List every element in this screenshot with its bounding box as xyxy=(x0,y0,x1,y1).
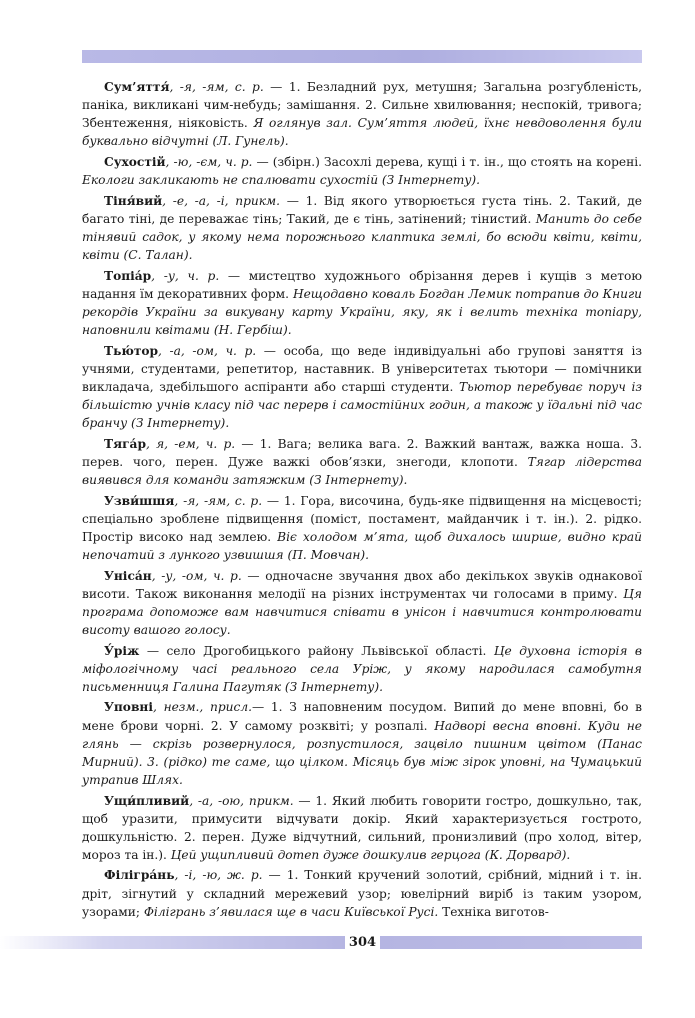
entry-headword: Сухостій xyxy=(104,154,166,169)
entry-grammar: , -я, -ям, с. р. — xyxy=(174,493,284,508)
entry-grammar: , -я, -ям, с. р. — xyxy=(169,80,289,94)
entry-example-quote: Цей ущипливий дотеп дуже дошкулив герцога (К. Дорвард). xyxy=(170,847,571,862)
dictionary-entry xyxy=(82,342,642,432)
entry-headword: Топіа́р xyxy=(104,268,152,283)
entry-headword: Тью́тор xyxy=(104,343,159,358)
dictionary-entry xyxy=(82,267,642,339)
entry-grammar: , -е, -а, -і, прикм. — xyxy=(162,193,306,208)
entry-definition: 1. З наповненим посудом. Випий до мене вповні, бо в мене брови чорні. 2. У самому розквіті; у розпалі. xyxy=(82,700,642,733)
entry-definition: 1. Гора, височина, будь-яке підвищення на місцевості; спеціально зроблене підвищення (поміст, постамент, майданчик і т. ін.). 2. рідко. Простір високо над землею. xyxy=(82,493,642,544)
entry-headword: Ущи́пливий xyxy=(104,793,190,808)
dictionary-entry xyxy=(82,435,642,489)
entry-definition: одночасне звучання двох або декількох звуків однакової висоти. Також виконання мелодії на різних інструментах чи голосами в приму. xyxy=(82,568,643,601)
entry-example-quote: Надворі весна вповні. Куди не глянь — скрізь розвернулося, розпустилося, зацвіло пишним цвітом (Панас Мирний). 3. (рідко) те саме, що цілком. Місяць був між зірок уповні, на Чумацький утрапив Шлях. xyxy=(82,718,642,787)
entry-definition: 1. Від якого утворюється густа тінь. 2. Такий, де багато тіні, де переважає тінь; Такий, де є тінь, затінений; тінистий. xyxy=(82,193,642,226)
dictionary-entry xyxy=(82,78,642,150)
entry-headword: Уніса́н xyxy=(104,568,152,583)
entry-example-quote: Екологи закликають не спалювати сухостій (З Інтернету). xyxy=(82,173,481,188)
entry-headword: Сум’яття́ xyxy=(104,80,170,94)
entry-grammar: , незм., присл.— xyxy=(152,700,271,715)
entry-definition: (збірн.) Засохлі дерева, кущі і т. ін., що стоять на корені. xyxy=(272,154,642,169)
entry-definition: село Дрогобицького району Львівської області. xyxy=(166,643,494,658)
dictionary-entry xyxy=(82,492,642,564)
entry-definition: 1. Який любить говорити гостро, дошкульно, так, щоб уразити, примусити відчувати докір. Який характеризується гострото, дошкульністю. 2. перен. Дуже відчутний, сильний, пронизливий (про холод, вітер, мороз та ін.). xyxy=(82,793,642,862)
entry-example-quote: Тягар лідерства виявився для команди затяжким (З Інтернету). xyxy=(82,454,642,487)
entry-grammar: , я, -ем, ч. р. — xyxy=(145,436,260,451)
dictionary-entry xyxy=(82,642,642,696)
entry-grammar: , -у, -ом, ч. р. — xyxy=(151,568,266,583)
entry-grammar: , -а, -ом, ч. р. — xyxy=(158,343,284,358)
entry-grammar: , -ю, -єм, ч. р. — xyxy=(165,154,273,169)
entry-definition: 1. Безладний рух, метушня; Загальна розгубленість, паніка, викликані чим-небудь; замішання. 2. Сильне хвилювання; неспокій, тривога; Збентеження, ніяковість. xyxy=(82,80,642,131)
entry-example-quote: Це духовна історія в міфологічному часі реального села Уріж, у якому народилася самобутня письменниця Галина Пагутяк (З Інтернету). xyxy=(82,643,642,694)
entry-headword: Уповні xyxy=(104,700,153,715)
entry-definition-continued: Техніка виготов- xyxy=(438,904,549,919)
dictionary-entry xyxy=(82,153,642,189)
dictionary-entry xyxy=(82,567,642,639)
footer-decorative-bar-right xyxy=(380,936,642,949)
entry-grammar: , -а, -ою, прикм. — xyxy=(189,793,316,808)
dictionary-entry xyxy=(82,792,642,864)
entry-headword: Тяга́р xyxy=(104,436,146,451)
dictionary-entry xyxy=(82,192,642,264)
entry-headword: Узви́шшя xyxy=(104,493,175,508)
entry-example-quote: Нещодавно коваль Богдан Лемик потрапив до Книги рекордів України за викувану карту України, яку, як і велить техніка топіару, наповнили квітами (Н. Гербіш). xyxy=(82,286,642,337)
dictionary-content xyxy=(82,78,642,923)
page-number: 304 xyxy=(345,934,380,951)
entry-headword: Тіня́вий xyxy=(104,193,163,208)
entry-definition: 1. Вага; велика вага. 2. Важкий вантаж, важка ноша. 3. перев. чого, перен. Дуже важкі обов’язки, знегоди, клопоти. xyxy=(82,436,642,469)
entry-definition: 1. Тонкий кручений золотий, срібний, мідний і т. ін. дріт, зігнутий у складний мережевий узор; ювелірний виріб із таким узором, узорами; xyxy=(82,868,643,919)
entry-example-quote: Я оглянув зал. Сум’яття людей, їхнє невдоволення були буквально відчутні (Л. Гунель). xyxy=(82,116,643,149)
entry-definition: особа, що веде індивідуальні або групові заняття із учнями, студентами, репетитор, наставник. В університетах тьютори — помічники викладача, здебільшого аспіранти або старші студенти. xyxy=(82,343,642,394)
entry-example-quote: Манить до себе тінявий садок, у якому нема порожнього клаптика землі, бо всюди квіти, квіти, квіти (С. Талан). xyxy=(82,211,642,263)
footer-decorative-bar-left xyxy=(0,936,345,949)
entry-example-quote: Тьютор перебуває поруч із більшістю учнів класу під час перерв і самостійних годин, а також у їдальні під час бранчу (З Інтернету). xyxy=(82,379,642,431)
entry-headword: Філігра́нь xyxy=(104,868,175,883)
entry-headword: У́ріж xyxy=(104,643,140,658)
entry-grammar: , -і, -ю, ж. р. — xyxy=(174,868,287,883)
header-decorative-bar xyxy=(82,50,642,63)
entry-example-quote: Віє холодом м’ята, щоб дихалось ширше, видно край непочатий з лункого узвишшя (П. Мовчан). xyxy=(82,529,642,562)
entry-definition: мистецтво художнього обрізання дерев і кущів з метою надання їм декоративних форм. xyxy=(82,268,642,301)
entry-grammar: , -у, ч. р. — xyxy=(151,268,249,283)
dictionary-entry xyxy=(82,866,642,920)
entry-example-quote: Ця програма допоможе вам навчитися співати в унісон і навчитися контролювати висоту вашого голосу. xyxy=(82,586,642,637)
entry-example-quote: Філігрань з’явилася ще в часи Київської Русі. xyxy=(143,904,439,919)
entry-grammar: — xyxy=(139,643,167,658)
dictionary-entry xyxy=(82,698,642,788)
